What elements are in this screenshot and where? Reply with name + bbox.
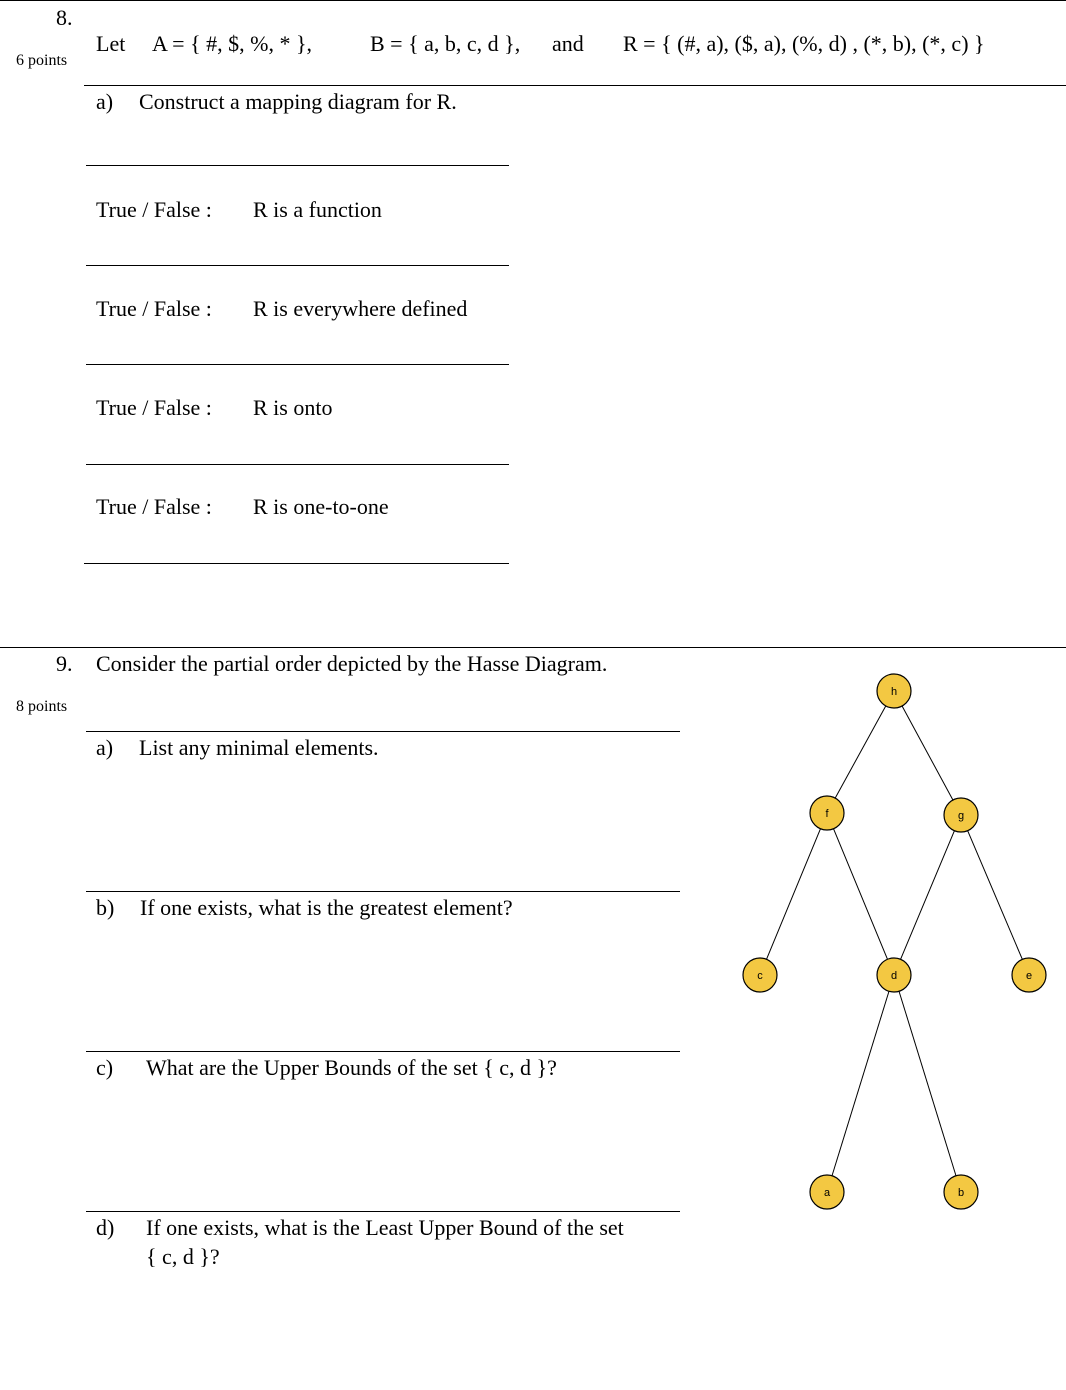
tf-choice: True / False : xyxy=(96,494,212,519)
hasse-node-label: e xyxy=(1025,970,1033,982)
hasse-node-h xyxy=(877,674,911,708)
q9a-label: a) xyxy=(96,735,114,760)
q9c-text: What are the Upper Bounds of the set { c, d }? xyxy=(146,1055,557,1080)
q8-points: 6 points xyxy=(16,52,68,69)
hasse-node-f xyxy=(810,796,844,830)
hasse-edge-f-c xyxy=(766,829,820,960)
hasse-node-label: d xyxy=(890,970,898,982)
tf-statement-function: R is a function xyxy=(253,197,382,222)
tf-statement-onto: R is onto xyxy=(253,395,333,420)
q9b-label: b) xyxy=(96,895,115,920)
hasse-node-a xyxy=(810,1175,844,1209)
hasse-edge-h-g xyxy=(902,706,953,800)
hasse-node-label: h xyxy=(890,686,898,698)
q8a-label: a) xyxy=(96,89,114,114)
hasse-node-label: g xyxy=(957,810,965,822)
hasse-edge-d-b xyxy=(899,991,956,1176)
q8-relation-r: R = { (#, a), ($, a), (%, d) , (*, b), (*, c) } xyxy=(623,31,985,56)
hasse-edge-g-d xyxy=(901,831,955,960)
hasse-edge-h-f xyxy=(835,706,886,798)
q8-set-a: A = { #, $, %, * }, xyxy=(152,31,313,56)
tf-choice: True / False : xyxy=(96,296,212,321)
q9d-label: d) xyxy=(96,1215,115,1240)
hasse-node-c xyxy=(743,958,777,992)
tf-choice: True / False : xyxy=(96,395,212,420)
hasse-edge-f-d xyxy=(833,829,887,960)
hasse-node-g xyxy=(944,798,978,832)
hasse-node-b xyxy=(944,1175,978,1209)
q8-let: Let xyxy=(96,31,126,56)
q9d-text: If one exists, what is the Least Upper Bound of the set xyxy=(146,1215,624,1240)
hasse-node-d xyxy=(877,958,911,992)
tf-statement-everywhere-defined: R is everywhere defined xyxy=(253,296,468,321)
hasse-node-label: f xyxy=(825,808,829,820)
tf-choice: True / False : xyxy=(96,197,212,222)
hasse-node-e xyxy=(1012,958,1046,992)
hasse-node-label: b xyxy=(957,1187,965,1199)
q9c-label: c) xyxy=(96,1055,114,1080)
hasse-node-label: c xyxy=(757,970,763,982)
q9b-text: If one exists, what is the greatest element? xyxy=(140,895,513,920)
tf-statement-one-to-one: R is one-to-one xyxy=(253,494,389,519)
q8-and: and xyxy=(552,31,584,56)
q8-number: 8. xyxy=(56,5,73,30)
q9d-text-line2: { c, d }? xyxy=(146,1244,220,1269)
q9a-text: List any minimal elements. xyxy=(139,735,379,760)
q8-set-b: B = { a, b, c, d }, xyxy=(370,31,521,56)
q8a-text: Construct a mapping diagram for R. xyxy=(139,89,457,114)
q9-points: 8 points xyxy=(16,698,68,715)
hasse-edge-d-a xyxy=(832,991,889,1176)
q9-number: 9. xyxy=(56,651,73,676)
hasse-edge-g-e xyxy=(968,831,1023,960)
q9-prompt: Consider the partial order depicted by the Hasse Diagram. xyxy=(96,651,608,676)
hasse-node-label: a xyxy=(823,1187,831,1199)
